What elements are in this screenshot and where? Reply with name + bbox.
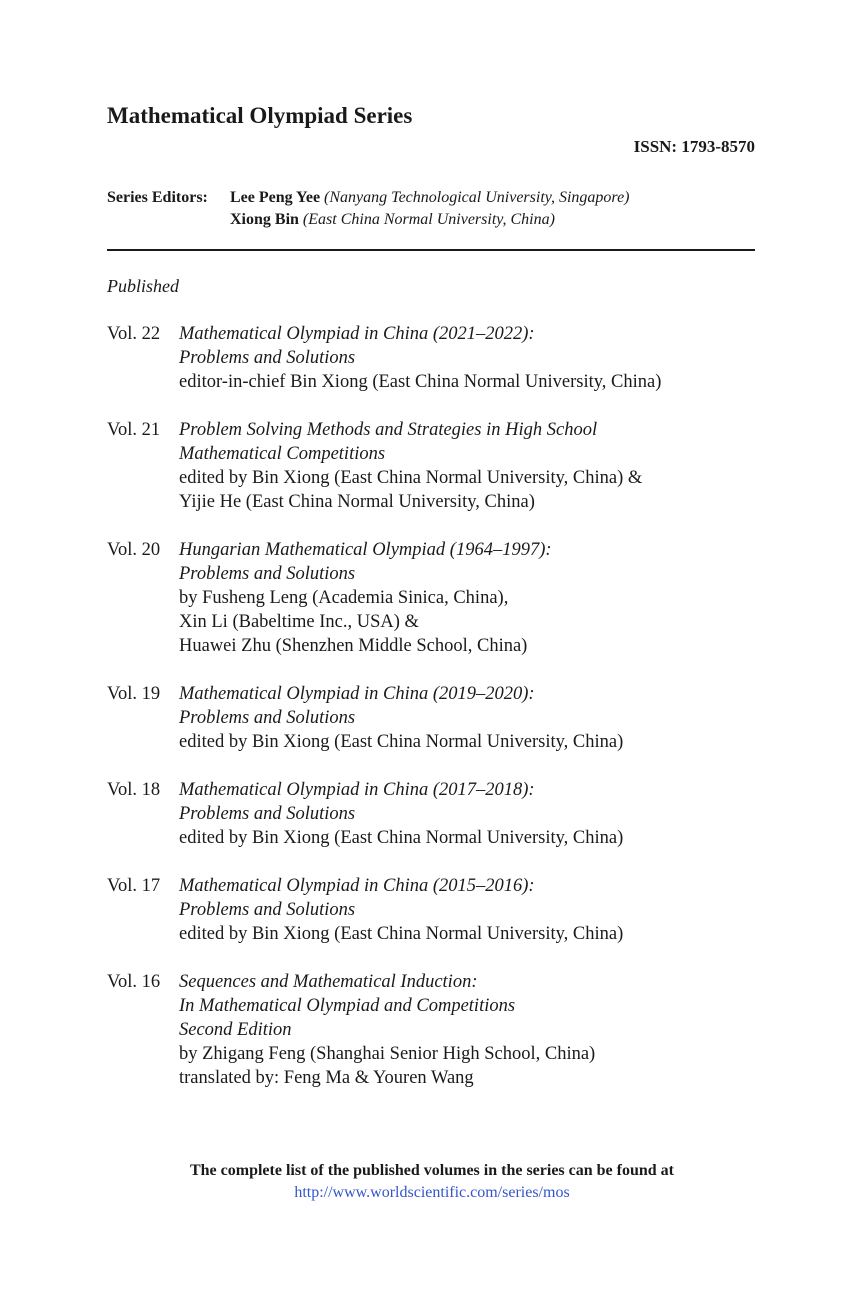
volume-title-line: Second Edition [179, 1020, 292, 1040]
volume-credit-line: Yijie He (East China Normal University, China) [179, 492, 535, 512]
volume-title-line: Problems and Solutions [179, 348, 356, 368]
volume-entry [107, 970, 767, 1090]
volume-credit-line: by Fusheng Leng (Academia Sinica, China), [179, 588, 509, 608]
volume-credit-line: translated by: Feng Ma & Youren Wang [179, 1068, 474, 1088]
volume-title-line: Mathematical Olympiad in China (2019–2020): [179, 684, 535, 704]
series-link[interactable]: http://www.worldscientific.com/series/mos [294, 1184, 570, 1201]
volume-entry [107, 778, 767, 850]
volume-title-line: Problems and Solutions [179, 708, 356, 728]
volume-details [179, 874, 623, 946]
editor-affiliation: (Nanyang Technological University, Singapore) [324, 189, 630, 206]
footer-text: The complete list of the published volumes in the series can be found at [189, 1162, 674, 1179]
volume-title-line: Mathematical Competitions [179, 444, 386, 464]
volume-details [179, 322, 661, 394]
volume-credit-line: edited by Bin Xiong (East China Normal University, China) & [179, 468, 643, 488]
editor-name: Xiong Bin [230, 211, 299, 228]
volume-title-line: Problems and Solutions [179, 804, 356, 824]
volume-title-line: Mathematical Olympiad in China (2017–2018): [179, 780, 535, 800]
issn: ISSN: 1793-8570 [633, 137, 755, 156]
volume-details [179, 538, 552, 658]
volume-details [179, 778, 623, 850]
volume-title-line: Mathematical Olympiad in China (2015–2016): [179, 876, 535, 896]
volume-number: Vol. 17 [107, 876, 161, 896]
volume-details [179, 682, 623, 754]
volume-title-line: In Mathematical Olympiad and Competitions [179, 996, 516, 1016]
volume-title-line: Problems and Solutions [179, 564, 356, 584]
volume-credit-line: Xin Li (Babeltime Inc., USA) & [179, 612, 419, 632]
volume-credit-line: by Zhigang Feng (Shanghai Senior High School, China) [179, 1044, 596, 1064]
series-title: Mathematical Olympiad Series [107, 103, 413, 128]
volume-number: Vol. 19 [107, 684, 161, 704]
volume-credit-line: editor-in-chief Bin Xiong (East China Normal University, China) [179, 372, 662, 392]
volume-entry [107, 322, 767, 394]
volume-credit-line: Huawei Zhu (Shenzhen Middle School, China) [179, 636, 528, 656]
volume-number: Vol. 18 [107, 780, 161, 800]
volume-entry [107, 418, 767, 514]
footer [0, 1160, 864, 1204]
divider [107, 249, 755, 251]
volume-title-line: Mathematical Olympiad in China (2021–2022): [179, 324, 535, 344]
series-editors [107, 187, 630, 231]
volume-credit-line: edited by Bin Xiong (East China Normal University, China) [179, 828, 624, 848]
volume-number: Vol. 20 [107, 540, 161, 560]
volume-title-line: Problems and Solutions [179, 900, 356, 920]
volume-entry [107, 874, 767, 946]
published-heading: Published [107, 276, 179, 296]
volume-number: Vol. 16 [107, 972, 161, 992]
volume-number: Vol. 21 [107, 420, 161, 440]
volume-number: Vol. 22 [107, 324, 161, 344]
volume-credit-line: edited by Bin Xiong (East China Normal University, China) [179, 732, 624, 752]
volume-title-line: Problem Solving Methods and Strategies in High School [179, 420, 598, 440]
volume-credit-line: edited by Bin Xiong (East China Normal University, China) [179, 924, 624, 944]
editor-name: Lee Peng Yee [230, 189, 321, 206]
volume-entry [107, 538, 767, 658]
volume-title-line: Sequences and Mathematical Induction: [179, 972, 478, 992]
volume-list [107, 322, 767, 1114]
volume-details [179, 418, 642, 514]
editors-label: Series Editors: [107, 189, 208, 206]
editor-affiliation: (East China Normal University, China) [302, 211, 555, 228]
volume-title-line: Hungarian Mathematical Olympiad (1964–1997): [179, 540, 552, 560]
volume-details [179, 970, 595, 1090]
volume-entry [107, 682, 767, 754]
